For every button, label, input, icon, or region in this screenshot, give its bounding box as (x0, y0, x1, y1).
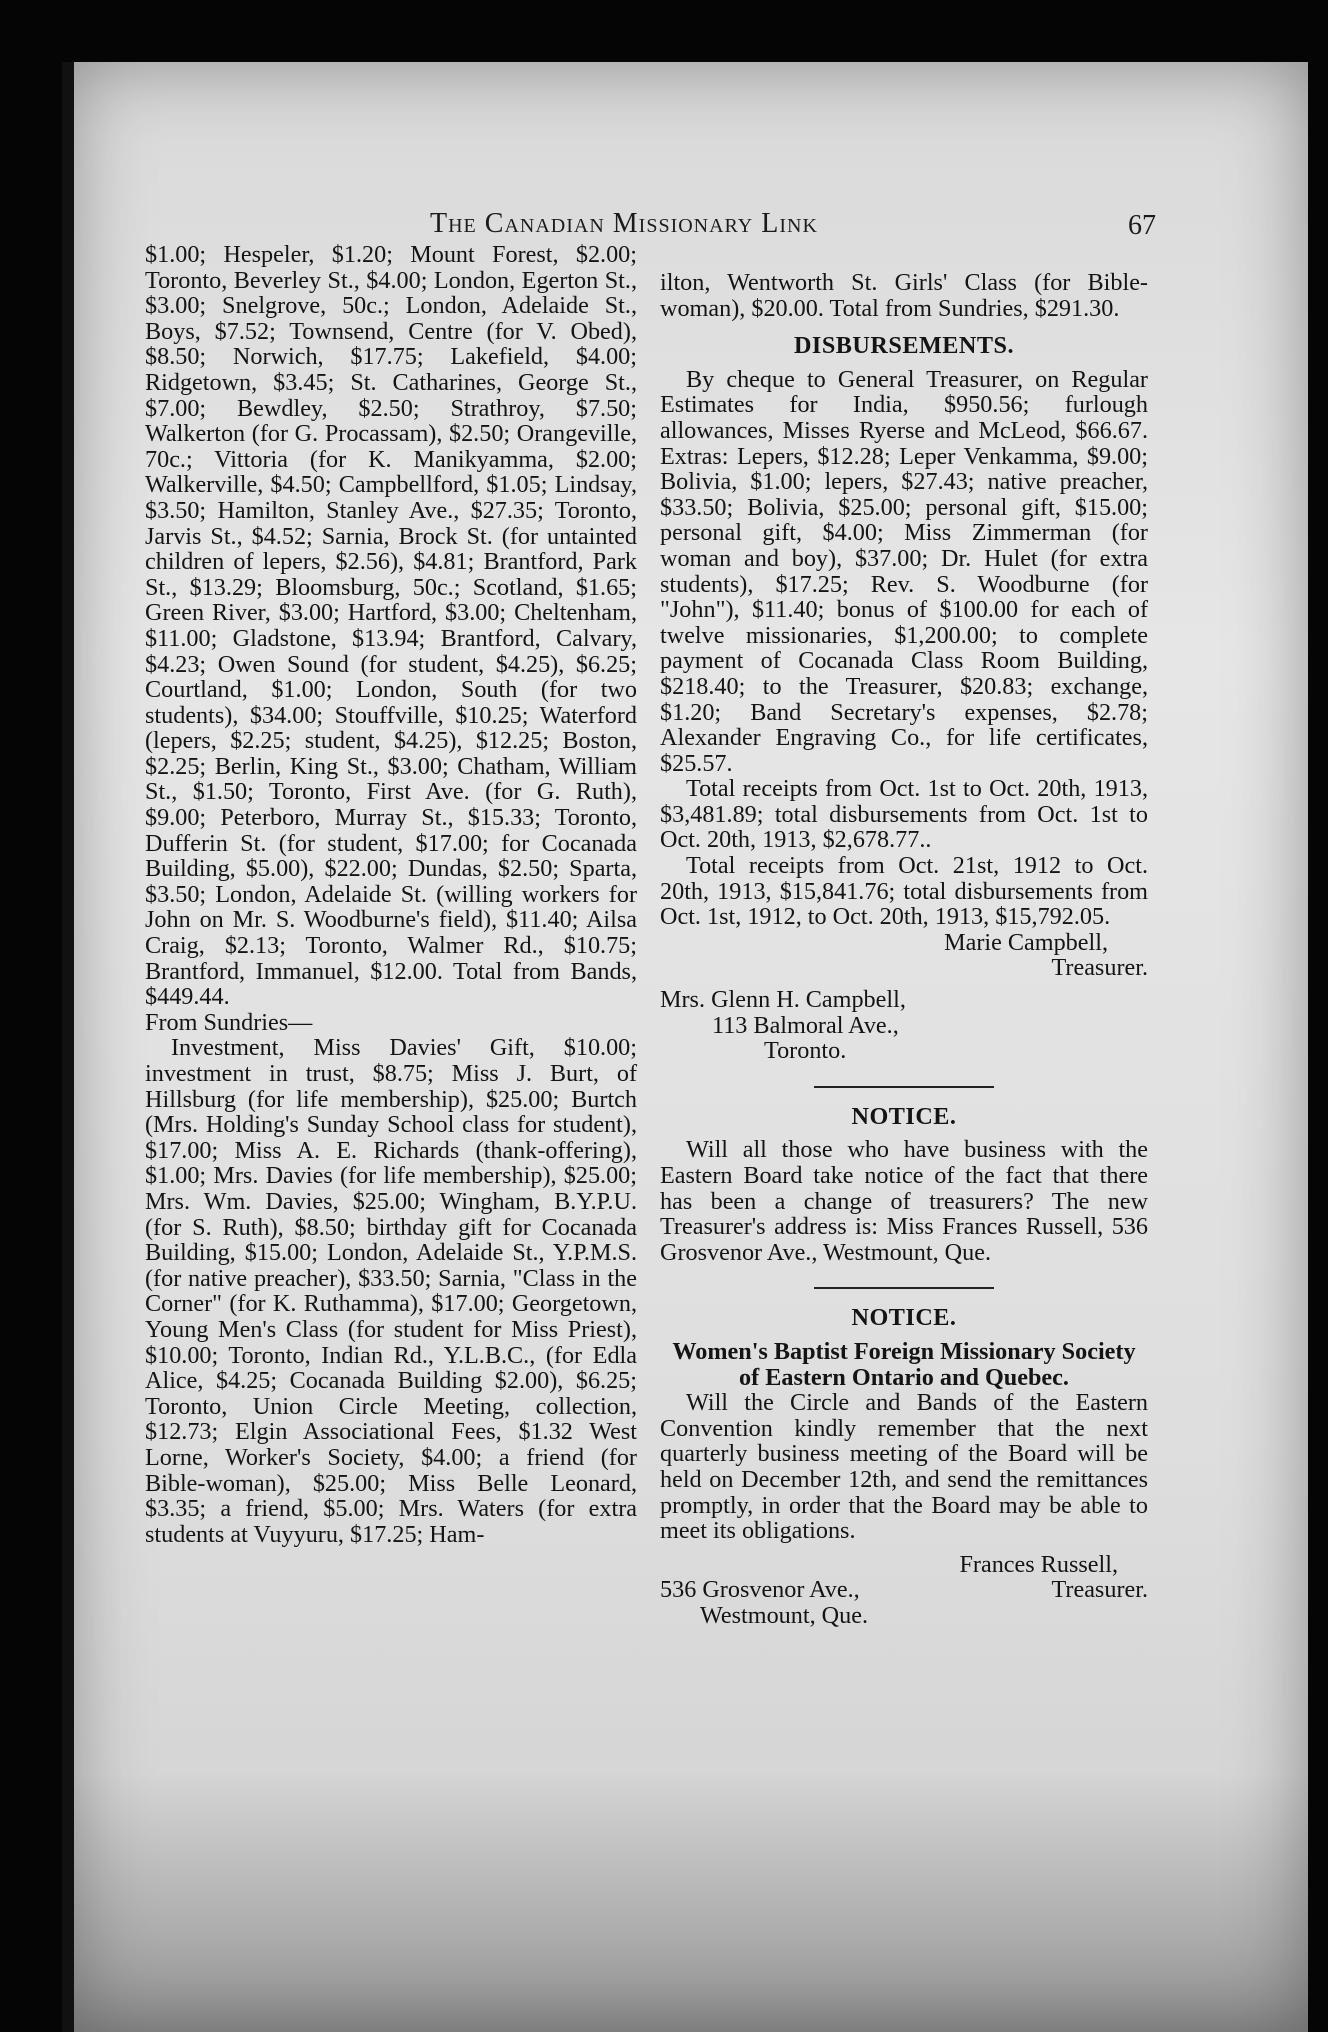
divider-rule (814, 1086, 994, 1088)
sundries-heading: From Sundries— (145, 1008, 313, 1036)
total-receipts-year: Total receipts from Oct. 21st, 1912 to Oct. 20th, 1913, $15,841.76; total disbursements from Oct. 1st, 1912, to Oct. 20th, 1913, $15,792.05. (660, 852, 1148, 931)
page-number: 67 (1128, 210, 1156, 241)
sundries-paragraph: Investment, Miss Davies' Gift, $10.00; investment in trust, $8.75; Miss J. Burt, of Hillsburg (for life membership), $25.00; Burtch (Mrs. Holding's Sunday School class for student), $17.00; Miss A. E. Richards (thank-offering), $1.00; Mrs. Davies (for life membership), $25.00; Mrs. Wm. Davies, $25.00; Wingham, B.Y.P.U. (for S. Ruth), $8.50; birthday gift for Cocanada Building, $15.00; London, Adelaide St., Y.P.M.S. (for native preacher), $33.50; Sarnia, "Class in the Corner" (for K. Ruthamma), $17.00; Georgetown, Young Men's Class (for student for Miss Priest), $10.00; Toronto, Indian Rd., Y.L.B.C., (for Edla Alice, $4.25; Cocanada Building $2.00), $6.25; Toronto, Union Circle Meeting, collection, $12.73; Elgin Associational Fees, $1.32 West Lorne, Worker's Society, $4.00; a friend (for Bible-woman), $25.00; Miss Belle Leonard, $3.35; a friend, $5.00; Mrs. Waters (for extra students at Vuyyuru, $17.25; Ham- (145, 1034, 637, 1548)
address-line-1: 536 Grosvenor Ave., (660, 1576, 860, 1604)
address-line-2: Westmount, Que. (700, 1601, 869, 1629)
notice-body: Will the Circle and Bands of the Eastern Convention kindly remember that the next quarterly business meeting of the Board will be held on December 12th, and send the remittances promptly, in order that the Board may be able to meet its obligations. (660, 1389, 1148, 1545)
society-name: Women's Baptist Foreign Missionary Society of Eastern Ontario and Quebec. (672, 1337, 1136, 1391)
divider-rule (814, 1287, 994, 1289)
running-head: The Canadian Missionary Link (430, 208, 818, 239)
address-line-2: 113 Balmoral Ave., (712, 1011, 899, 1039)
notice-body: Will all those who have business with the Eastern Board take notice of the fact that there has been a change of treasurers? The new Treasurer's address is: Miss Frances Russell, 536 Grosvenor Ave., Westmount, Que. (660, 1136, 1148, 1266)
signature-address-row (660, 1577, 1148, 1603)
signature-title: Treasurer. (1051, 954, 1148, 982)
signature-name: Marie Campbell, (944, 928, 1108, 956)
band-receipts-paragraph: $1.00; Hespeler, $1.20; Mount Forest, $2.00; Toronto, Beverley St., $4.00; London, Egerton St., $3.00; Snelgrove, 50c.; London, Adelaide St., Boys, $7.52; Townsend, Centre (for V. Obed), $8.50; Norwich, $17.75; Lakefield, $4.00; Ridgetown, $3.45; St. Catharines, George St., $7.00; Bewdley, $2.50; Strathroy, $7.50; Walkerton (for G. Procassam), $2.50; Orangeville, 70c.; Vittoria (for K. Manikyamma, $2.00; Walkerville, $4.50; Campbellford, $1.05; Lindsay, $3.50; Hamilton, Stanley Ave., $27.35; Toronto, Jarvis St., $4.52; Sarnia, Brock St. (for untainted children of lepers, $2.56), $4.81; Brantford, Park St., $13.29; Bloomsburg, 50c.; Scotland, $1.65; Green River, $3.00; Hartford, $3.00; Cheltenham, $11.00; Gladstone, $13.94; Brantford, Calvary, $4.23; Owen Sound (for student, $4.25), $6.25; Courtland, $1.00; London, South (for two students), $34.00; Stouffville, $10.25; Waterford (lepers, $2.25; student, $4.25), $12.25; Boston, $2.25; Berlin, King St., $3.00; Chatham, William St., $1.50; Toronto, First Ave. (for G. Ruth), $9.00; Peterboro, Murray St., $15.33; Toronto, Dufferin St. (for student, $17.00; for Cocanada Building, $5.00), $22.00; Dundas, $2.50; Sparta, $3.50; London, Adelaide St. (willing workers for John on Mr. S. Woodburne's field), $11.40; Ailsa Craig, $2.13; Toronto, Walmer Rd., $10.75; Brantford, Immanuel, $12.00. Total from Bands, $449.44. (145, 241, 637, 1011)
signature-name: Frances Russell, (959, 1550, 1118, 1578)
address-line-1: Mrs. Glenn H. Campbell, (660, 986, 906, 1014)
signature-title: Treasurer. (1051, 1576, 1148, 1604)
notice-heading: NOTICE. (851, 1304, 957, 1332)
address-line-3: Toronto. (764, 1037, 847, 1065)
total-receipts-month: Total receipts from Oct. 1st to Oct. 20th, 1913, $3,481.89; total disbursements from Oct. 1st to Oct. 20th, 1913, $2,678.77.. (660, 775, 1148, 854)
left-column (145, 242, 637, 1547)
disbursements-paragraph: By cheque to General Treasurer, on Regular Estimates for India, $950.56; furlough allowances, Misses Ryerse and McLeod, $66.67. Extras: Lepers, $12.28; Leper Venkamma, $9.00; Bolivia, $1.00; lepers, $27.43; native preacher, $33.50; Bolivia, $25.00; personal gift, $15.00; personal gift, $4.00; Miss Zimmerman (for woman and boy), $37.00; Dr. Hulet (for extra students), $17.25; Rev. S. Woodburne (for "John"), $11.40; bonus of $100.00 for each of twelve missionaries, $1,200.00; to complete payment of Cocanada Class Room Building, $218.40; to the Treasurer, $20.83; exchange, $1.20; Band Secretary's expenses, $2.78; Alexander Engraving Co., for life certificates, $25.57. (660, 365, 1148, 777)
page-binding-edge (62, 62, 74, 2032)
notice-heading: NOTICE. (851, 1102, 957, 1130)
disbursements-heading: DISBURSEMENTS. (793, 332, 1015, 360)
right-column (660, 270, 1148, 1629)
sundries-continuation: ilton, Wentworth St. Girls' Class (for Bible-woman), $20.00. Total from Sundries, $291.30. (660, 269, 1148, 322)
